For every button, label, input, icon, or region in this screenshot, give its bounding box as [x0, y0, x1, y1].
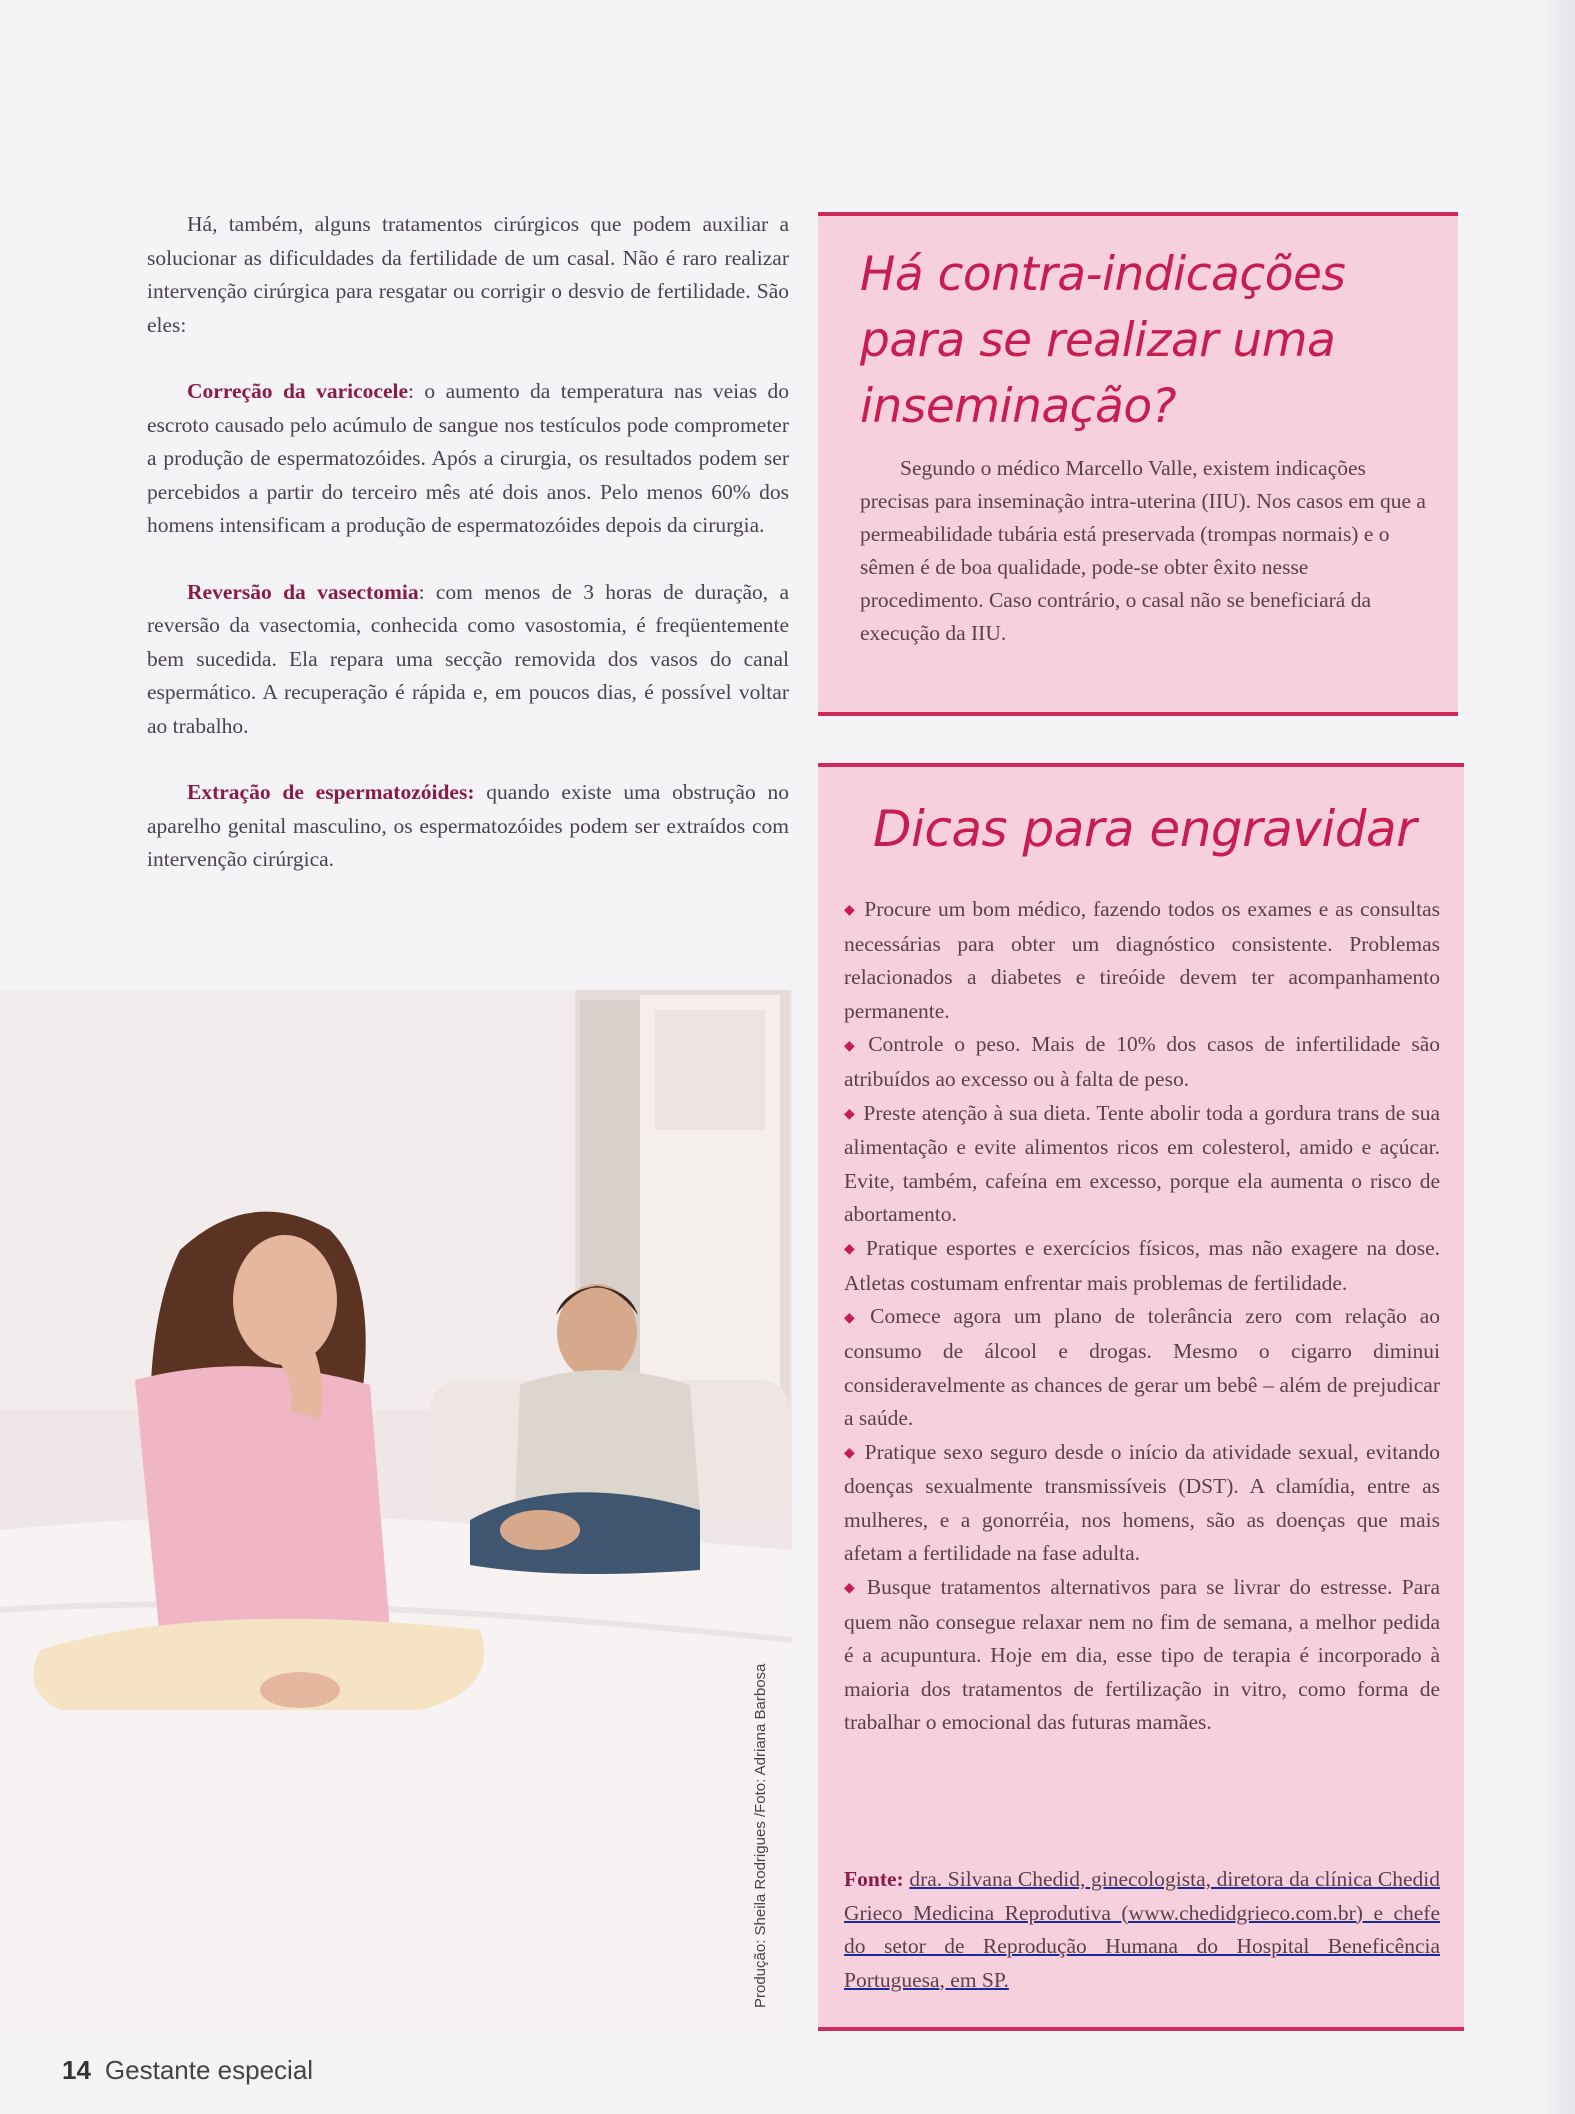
source-note: [844, 1863, 1440, 1997]
tip-item: [844, 1300, 1440, 1435]
photo-credit: Produção: Sheila Rodrigues /Foto: Adriana Barbosa: [752, 1663, 769, 2008]
article-text: [147, 208, 789, 910]
couple-photo: [0, 990, 792, 2030]
magazine-name: Gestante especial: [104, 2055, 314, 2085]
photo-illustration: [0, 990, 792, 2030]
tip-item: [844, 1232, 1440, 1300]
bullet-icon: ◆: [844, 1581, 859, 1597]
bullet-icon: ◆: [844, 1310, 863, 1326]
contraindications-box: [818, 212, 1458, 716]
bullet-icon: ◆: [844, 1242, 858, 1258]
page-footer: [62, 2055, 313, 2086]
paragraph-text: : com menos de 3 horas de duração, a reversão da vasectomia, conhecida como vasostomia, é freqüentemente bem sucedida. Ela repara uma secção removida dos vasos do canal espermático. A recuperação é rápida e, em poucos dias, é possível voltar ao trabalho.: [147, 579, 790, 738]
tips-list: [844, 893, 1440, 1740]
paragraph-lead: Correção da varicocele: [187, 379, 409, 403]
bullet-icon: ◆: [844, 903, 857, 919]
bullet-icon: ◆: [844, 1106, 856, 1122]
tip-item: [844, 1436, 1440, 1571]
contraindications-title: Há contra-indicações para se realizar uma inseminação?: [860, 247, 1346, 434]
contraindications-text: Segundo o médico Marcello Valle, existem indicações precisas para inseminação intra-uterina (IIU). Nos casos em que a permeabilidade tubária está preservada (trompas normais) e o sêmen é de boa qualidade, pode-se obter êxito nesse procedimento. Caso contrário, o casal não se beneficiará da execução da IIU.: [860, 456, 1426, 645]
bullet-icon: ◆: [844, 1445, 857, 1461]
page-edge: [1545, 0, 1575, 2114]
tip-text: Controle o peso. Mais de 10% dos casos de infertilidade são atribuídos ao excesso ou à falta de peso.: [844, 1032, 1440, 1092]
tip-text: Busque tratamentos alternativos para se livrar do estresse. Para quem não consegue relaxar nem no fim de semana, a melhor pedida é a acupuntura. Hoje em dia, esse tipo de terapia é incorporado à maioria dos tratamentos de fertilização in vitro, como forma de trabalhar o emocional das futuras mamães.: [844, 1574, 1440, 1735]
paragraph-lead: Reversão da vasectomia: [187, 579, 419, 604]
paragraph-varicocele: [147, 375, 789, 543]
tip-item: [844, 893, 1440, 1028]
tip-text: Pratique sexo seguro desde o início da atividade sexual, evitando doenças sexualmente transmissíveis (DST). A clamídia, entre as mulheres, e a gonorréia, nos homens, são as doenças que mais afetam a fertilidade na fase adulta.: [844, 1439, 1440, 1566]
tip-text: Pratique esportes e exercícios físicos, mas não exagere na dose. Atletas costumam enfrentar mais problemas de fertilidade.: [844, 1235, 1440, 1295]
source-link[interactable]: dra. Silvana Chedid, ginecologista, diretora da clínica Chedid Grieco Medicina Reprodutiva (www.chedidgrieco.com.br) e chefe do setor de Reprodução Humana do Hospital Beneficência Portuguesa, em SP.: [844, 1867, 1440, 1992]
tip-item: [844, 1097, 1440, 1232]
tip-item: [844, 1028, 1440, 1096]
tip-item: [844, 1571, 1440, 1740]
tip-text: Preste atenção à sua dieta. Tente abolir toda a gordura trans de sua alimentação e evite alimentos ricos em colesterol, amido e açúcar. Evite, também, cafeína em excesso, porque ela aumenta o risco de abortamento.: [844, 1100, 1440, 1227]
paragraph-intro: [147, 208, 789, 342]
source-label: Fonte:: [844, 1867, 904, 1891]
tips-box: [818, 763, 1464, 2031]
paragraph-vasectomy: [147, 576, 789, 744]
paragraph-text: Há, também, alguns tratamentos cirúrgicos que podem auxiliar a solucionar as dificuldades da fertilidade de um casal. Não é raro realizar intervenção cirúrgica para resgatar ou corrigir o desvio de fertilidade. São eles:: [147, 212, 789, 337]
bullet-icon: ◆: [844, 1038, 861, 1054]
paragraph-extraction: [147, 776, 789, 877]
paragraph-text: quando existe uma obstrução no aparelho genital masculino, os espermatozóides podem ser extraídos com intervenção cirúrgica.: [147, 780, 790, 871]
paragraph-lead: Extração de espermatozóides:: [187, 780, 475, 804]
tip-text: Procure um bom médico, fazendo todos os exames e as consultas necessárias para obter um diagnóstico consistente. Problemas relacionados a diabetes e tireóide devem ter acompanhamento permanente.: [844, 897, 1440, 1023]
contraindications-body: [860, 452, 1426, 650]
paragraph-text: : o aumento da temperatura nas veias do escroto causado pelo acúmulo de sangue nos testículos pode comprometer a produção de espermatozóides. Após a cirurgia, os resultados podem ser percebidos a partir do terceiro mês até dois anos. Pelo menos 60% dos homens intensificam a produção de espermatozóides depois da cirurgia.: [147, 379, 789, 537]
tips-title: Dicas para engravidar: [873, 800, 1417, 858]
page-number: 14: [62, 2055, 91, 2085]
tip-text: Comece agora um plano de tolerância zero com relação ao consumo de álcool e drogas. Mesmo o cigarro diminui consideravelmente as chances de gerar um bebê – além de prejudicar a saúde.: [844, 1304, 1440, 1431]
